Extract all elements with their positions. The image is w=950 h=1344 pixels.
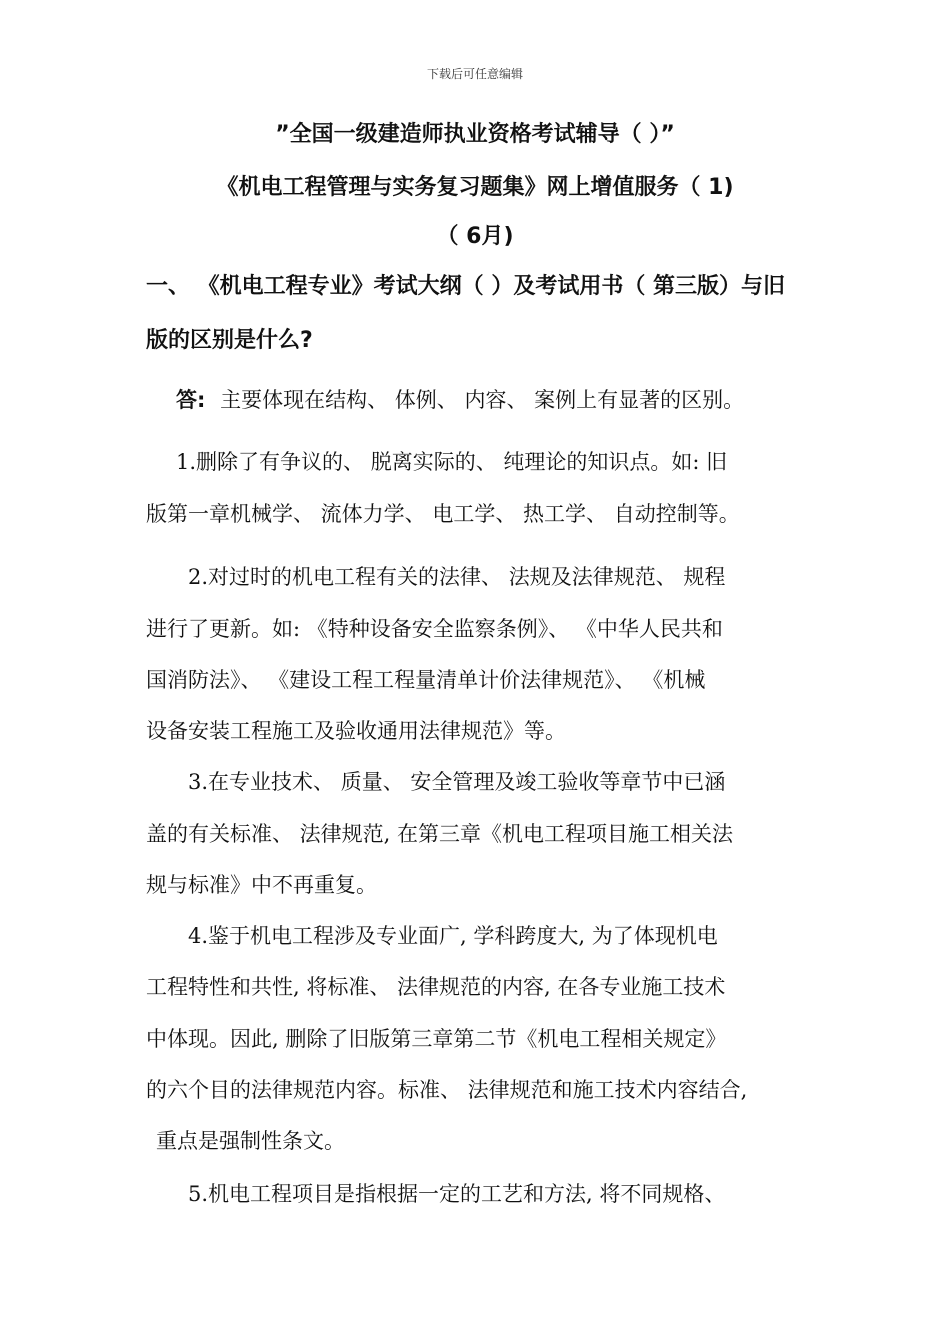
item-5-line-1: 5.机电工程项目是指根据一定的工艺和方法, 将不同规格、: [188, 1182, 726, 1206]
answer-intro-line: [176, 390, 744, 411]
answer-label: 答:: [176, 388, 206, 412]
header-note: 下载后可任意编辑: [426, 67, 523, 81]
item-1-line-2: 版第一章机械学、 流体力学、 电工学、 热工学、 自动控制等。: [146, 502, 740, 526]
document-title-line-2: 《机电工程管理与实务复习题集》网上增值服务（ 1): [216, 175, 734, 200]
item-2-line-1: 2.对过时的机电工程有关的法律、 法规及法律规范、 规程: [188, 565, 726, 589]
item-3-line-1: 3.在专业技术、 质量、 安全管理及竣工验收等章节中已涵: [188, 770, 726, 794]
document-title-line-3: （ 6月): [436, 224, 514, 249]
item-4-line-3: 中体现。因此, 删除了旧版第三章第二节《机电工程相关规定》: [146, 1027, 727, 1051]
item-4-line-1: 4.鉴于机电工程涉及专业面广, 学科跨度大, 为了体现机电: [188, 924, 718, 948]
item-3-line-3: 规与标准》中不再重复。: [146, 873, 377, 897]
item-2-line-3: 国消防法》、 《建设工程工程量清单计价法律规范》、 《机械: [146, 668, 706, 692]
question-heading-line-1: 一、 《机电工程专业》考试大纲（ ）及考试用书（ 第三版）与旧: [146, 274, 785, 299]
item-3-line-2: 盖的有关标准、 法律规范, 在第三章《机电工程项目施工相关法: [146, 822, 734, 846]
item-2-line-2: 进行了更新。如: 《特种设备安全监察条例》、 《中华人民共和: [146, 617, 723, 641]
item-2-line-4: 设备安装工程施工及验收通用法律规范》等。: [146, 719, 566, 743]
item-4-line-4: 的六个目的法律规范内容。标准、 法律规范和施工技术内容结合,: [146, 1078, 748, 1102]
item-4-line-2: 工程特性和共性, 将标准、 法律规范的内容, 在各专业施工技术: [146, 975, 726, 999]
item-4-line-5: 重点是强制性条文。: [156, 1129, 345, 1153]
question-heading-line-2: 版的区别是什么?: [146, 328, 313, 353]
answer-intro-text: 主要体现在结构、 体例、 内容、 案例上有显著的区别。: [220, 388, 745, 412]
item-1-line-1: 1.删除了有争议的、 脱离实际的、 纯理论的知识点。如: 旧: [176, 450, 728, 474]
document-title-line-1: ”全国一级建造师执业资格考试辅导（ ）”: [275, 122, 675, 147]
